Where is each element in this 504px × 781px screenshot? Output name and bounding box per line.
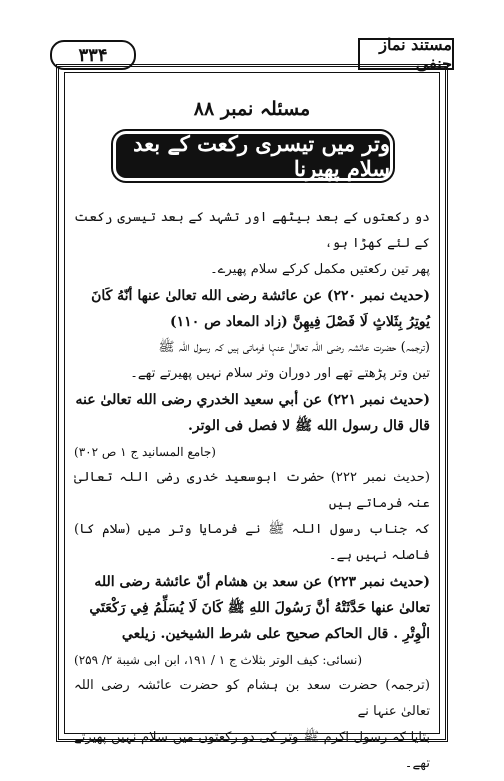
hadith-223-arabic: (حدیث نمبر ۲۲۳) عن سعد بن هشام أنّ عائشة رضی الله [94,574,430,590]
chapter-banner: وتر میں تیسری رکعت کے بعد سلام پھیرنا [116,134,390,178]
hadith-222-translation: (حدیث نمبر ۲۲۲) حضرت ابوسعید خدری رضی اللہ تعالیٰ عنہ فرماتے ہیں [74,470,430,511]
hadith-223-translation: (ترجمہ) حضرت سعد بن ہشام کو حضرت عائشہ رضی اللہ تعالیٰ عنہا نے [74,678,430,719]
text-line: پھر تین رکعتیں مکمل کرکے سلام پھیرے۔ [210,262,430,277]
page-header [0,0,504,73]
hadith-220-arabic-cont: يُوتِرُ بِثَلاثٍ لَا فَصْلَ فِيهِنَّ (زاد المعاد ص ۱۱۰) [170,314,430,330]
hadith-220-translation: (ترجمہ) حضرت عائشہ رضی اللہ تعالیٰ عنہا فرماتی ہیں کہ رسول اللہ ﷺ [158,340,430,355]
body-text [74,205,430,777]
book-title: مستند نماز حنفی [358,38,454,70]
masala-number: مسئلہ نمبر ۸۸ [193,98,311,120]
text-line: تین وتر پڑھتے تھے اور دوران وتر سلام نہیں پھیرتے تھے۔ [130,366,430,381]
page-number: ۳۳۴ [50,40,136,70]
text-line: دو رکعتوں کے بعد بیٹھے اور تشہد کے بعد تیسری رکعت کے لئے کھڑا ہو، [74,210,430,251]
hadith-220-arabic: (حدیث نمبر ۲۲۰) عن عائشة رضی الله تعالیٰ عنها أنّهُ كَانَ [91,288,430,304]
text-line: بتایا کہ رسول اکرم ﷺ وتر کی دو رکعتوں میں سلام نہیں پھیرتے تھے۔ [74,730,430,771]
text-line: کہ جناب رسول اللہ ﷺ نے فرمایا وتر میں (سلام کا) فاصلہ نہیں ہے۔ [74,522,430,563]
hadith-221-reference: (جامع المسانید ج ۱ ص ۳۰۲) [74,445,216,459]
hadith-223-arabic-cont: الْوِتْرِ . قال الحاكم صحيح على شرط الشيخين. زيلعي [121,626,430,642]
hadith-223-arabic-cont: تعالیٰ عنها حَدَّثَتْهُ أنَّ رَسُولَ اللهِ ﷺ كَانَ لَا يُسَلِّمُ فِي رَكْعَتَي [89,600,430,616]
hadith-221-arabic-cont: قال قال رسول الله ﷺ لا فصل فى الوتر. [187,418,430,434]
hadith-223-reference: (نسائی: کیف الوتر بثلاث ج ۱ / ۱۹۱، ابن ابی شیبة ۲/ ۲۵۹) [74,653,363,667]
hadith-221-arabic: (حدیث نمبر ۲۲۱) عن أبي سعيد الخدري رضی الله تعالیٰ عنه [75,392,430,408]
